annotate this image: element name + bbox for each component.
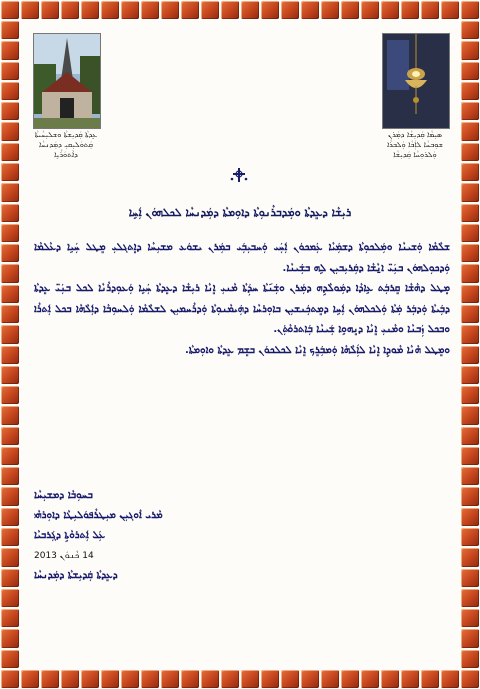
border-brick	[161, 670, 179, 688]
border-brick	[341, 1, 359, 19]
border-brick	[401, 670, 419, 688]
border-brick	[101, 670, 119, 688]
border-brick	[441, 1, 459, 19]
border-brick	[401, 1, 419, 19]
border-brick	[461, 467, 479, 485]
border-brick	[1, 569, 19, 587]
border-brick	[1, 508, 19, 526]
border-brick	[221, 670, 239, 688]
closing-greeting: ܒܚܘܼܒܵܐ ܕܡܫܝܼܚܵܐ	[34, 490, 93, 501]
border-brick	[261, 670, 279, 688]
border-brick	[461, 569, 479, 587]
border-brick	[461, 528, 479, 546]
border-brick	[1, 41, 19, 59]
border-brick	[421, 1, 439, 19]
letter-paragraph: ܘܡܸܛܠ ܗܵܢܵܐ ܡܵܘܕܹܐ ܐܸܢܵܐ ܠܐܲܠܵܗܵܐ ܘܲܡܒܲܪܸܟ ܐܸܢܵܐ ܠܟܠܟܘܿܢ ܒܫܸܡ ܥܸܕܬܵܐ ܘܐܘܼܡܬܵܐ.	[184, 344, 450, 356]
border-brick	[1, 102, 19, 120]
border-brick	[1, 224, 19, 242]
border-brick	[461, 447, 479, 465]
hanging-lamp-photo	[382, 33, 450, 129]
border-brick	[421, 670, 439, 688]
border-brick	[461, 346, 479, 364]
border-brick	[1, 670, 19, 688]
border-brick	[1, 467, 19, 485]
border-brick	[1, 325, 19, 343]
border-brick	[201, 670, 219, 688]
border-brick	[461, 325, 479, 343]
signature-footer: ܕܥܸܕܬܵܐ ܩܲܕܝܼܫܬܵܐ ܕܡܲܕܢܚܵܐ	[34, 570, 118, 581]
signature-block	[34, 486, 334, 586]
border-brick	[461, 427, 479, 445]
border-brick	[1, 183, 19, 201]
border-brick	[461, 386, 479, 404]
border-brick	[381, 1, 399, 19]
border-brick	[461, 122, 479, 140]
border-brick	[1, 264, 19, 282]
border-brick	[461, 62, 479, 80]
border-brick	[461, 21, 479, 39]
border-brick	[1, 406, 19, 424]
border-brick	[121, 670, 139, 688]
church-caption-line: ܕܐܵܬܘܿܪܵܝܹܐ	[54, 150, 78, 159]
letter-body	[34, 238, 450, 361]
signature-role: ܥܲܠ ܐܲܬܪܘܵܬܹܐ ܕܓܲܪܒܝܵܐ	[34, 530, 106, 541]
border-brick	[461, 285, 479, 303]
border-brick	[1, 589, 19, 607]
border-brick	[1, 346, 19, 364]
date-year: 2013	[34, 551, 57, 561]
decorative-border-right	[460, 20, 480, 669]
border-brick	[1, 244, 19, 262]
letter-date	[34, 546, 334, 566]
border-brick	[461, 204, 479, 222]
decorative-border-left	[0, 20, 20, 669]
border-brick	[1, 204, 19, 222]
border-brick	[1, 122, 19, 140]
border-brick	[361, 1, 379, 19]
border-brick	[1, 548, 19, 566]
lamp-caption-line: ܫܘܼܒܚܵܐ ܠܐܲܒܵܐ ܘܲܠܒܪܵܐ	[387, 140, 443, 149]
border-brick	[1, 285, 19, 303]
border-brick	[241, 1, 259, 19]
date-day: 14	[82, 551, 94, 561]
border-brick	[1, 163, 19, 181]
letter-paragraph: ܡܸܛܠ ܕܗܵܫܵܐ ܩܸܪܒܲܬ ܥܹܐܕܵܐ ܕܡܲܘܠܵܕܹܗ ܕܡܲܪܢ ܘܫܲܢ݇ܬܵܐ ܚܕܲܬܵܐ ܡܵܢܝܼ ܐܸܢܵܐ ܪܝܼܫܵܐ ܕܥܸܕܬܵܐ ܚܲܝܹܐ ܘܲܥܘܼܕܪܵܢܵܐ ܠܟܠ ܒܢܲܝ̈ ܥܸܕܬܵܐ ܕܒܲܝܬܵܐ ܘܲܕܒܲܪ ܡܲܬܵܐ ܘܲܠܟܠܗܘܿܢ ܐܲܚܹܐ ܕܡܸܬܟܲܢܫܝܼܢ ܒܐܘܼܪܚܵܐ ܕܗܲܝܡܵܢܘܼܬܵܐ ܘܲܕܪܵܚܡܝܼܢ ܠܫܠܵܡܵܐ ܘܲܠܚܘܼܒܵܐ ܕܐܲܠܵܗܵܐ ܒܟܠ ܐܲܬܪܵܐ ܘܒܟܠ ܙܲܒܢܵܐ ܘܡܵܢܝܼ ܐܸܢܵܐ ܕܢܸܗܘܹܐ ܫܲܝܢܵܐ ܒܲܐܬܪܘܵܬܲܢ.	[34, 283, 450, 335]
church-caption-line: ܥܸܕܬܵܐ ܩܲܕܝܼܫܬܵܐ ܘܫܠܝܼܚܵܝܬܵܐ	[34, 130, 98, 139]
church-caption	[26, 130, 106, 160]
border-brick	[1, 447, 19, 465]
church-caption-line: ܩܲܬܘܿܠܝܼܩܝܼ ܕܡܲܕܢܚܵܐ	[39, 140, 93, 149]
signature-name: ܡܵܪܝ ܐܵܘܓܝܼܢ ܡܝܼܛܪܵܦܘܿܠܝܼܛܵܐ ܕܐܘܼܪܗܵܝ	[34, 510, 163, 521]
border-brick	[461, 163, 479, 181]
border-brick	[241, 670, 259, 688]
border-brick	[461, 508, 479, 526]
border-brick	[1, 650, 19, 668]
border-brick	[1, 528, 19, 546]
border-brick	[141, 670, 159, 688]
border-brick	[461, 82, 479, 100]
border-brick	[1, 609, 19, 627]
border-brick	[461, 609, 479, 627]
border-brick	[181, 1, 199, 19]
letter-paragraph: ܫܠܵܡܵܐ ܘܲܫܝܢܵܐ ܘܡܲܠܟܘܼܬܵܐ ܕܫܡܲܝܵܐ ܥܲܡܟܘܿܢ ܐܲܚܲܝ ܘܲܚܒܝܼܒܲܝ ܒܡܲܪܢ ܝܫܘܿܥ ܡܫܝܼܚܵܐ ܕܐܸܬܓܠܝܼ ܡܸܛܠ ܚܲܝܹܐ ܕܥܵܠܡܵܐ ܘܲܕܟܘܼܠܗܘܿܢ ܒܢܲܝ̈ ܐ̱ܢܵܫܵܐ ܕܩܲܪܝܼܒܝܼܢ ܠܹܗ ܒܫܲܝܢܵܐ.	[34, 242, 450, 274]
border-brick	[441, 670, 459, 688]
border-brick	[361, 670, 379, 688]
border-brick	[301, 1, 319, 19]
border-brick	[321, 670, 339, 688]
border-brick	[461, 1, 479, 19]
border-brick	[1, 366, 19, 384]
border-brick	[461, 244, 479, 262]
church-photo	[33, 33, 101, 129]
border-brick	[81, 670, 99, 688]
border-brick	[461, 143, 479, 161]
border-brick	[61, 1, 79, 19]
border-brick	[461, 548, 479, 566]
border-brick	[461, 650, 479, 668]
cross-emblem-icon	[228, 166, 250, 184]
decorative-border-top	[0, 0, 480, 20]
border-brick	[1, 305, 19, 323]
border-brick	[461, 670, 479, 688]
border-brick	[1, 386, 19, 404]
letter-title: ܪܝܼܫܵܐ ܕܥܸܕܬܵܐ ܘܡܲܕܒܪܵܢܘܼܬܵܐ ܕܐܘܼܡܬܵܐ ܕܡܲܕܢܚܵܐ ܠܟܠܗܘܿܢ ܐܲܚܹܐ	[128, 206, 352, 219]
border-brick	[1, 82, 19, 100]
border-brick	[61, 670, 79, 688]
border-brick	[461, 305, 479, 323]
border-brick	[221, 1, 239, 19]
border-brick	[461, 487, 479, 505]
border-brick	[461, 183, 479, 201]
border-brick	[41, 670, 59, 688]
border-brick	[161, 1, 179, 19]
border-brick	[21, 670, 39, 688]
border-brick	[461, 406, 479, 424]
border-brick	[21, 1, 39, 19]
border-brick	[461, 629, 479, 647]
border-brick	[461, 589, 479, 607]
border-brick	[461, 224, 479, 242]
decorative-border-bottom	[0, 669, 480, 689]
border-brick	[461, 366, 479, 384]
border-brick	[461, 41, 479, 59]
lamp-caption	[372, 130, 458, 160]
border-brick	[81, 1, 99, 19]
border-brick	[121, 1, 139, 19]
lamp-caption-line: ܣܝܼܡܵܐ ܩܲܕܝܼܫܵܐ ܕܡܲܪܢ	[387, 130, 442, 139]
border-brick	[461, 264, 479, 282]
border-brick	[1, 427, 19, 445]
border-brick	[1, 21, 19, 39]
border-brick	[181, 670, 199, 688]
date-month: ܟܵܢܘܿܢ	[59, 551, 80, 561]
border-brick	[341, 670, 359, 688]
border-brick	[41, 1, 59, 19]
border-brick	[281, 670, 299, 688]
border-brick	[1, 487, 19, 505]
border-brick	[201, 1, 219, 19]
border-brick	[381, 670, 399, 688]
border-brick	[321, 1, 339, 19]
border-brick	[261, 1, 279, 19]
border-brick	[281, 1, 299, 19]
border-brick	[101, 1, 119, 19]
lamp-caption-line: ܘܲܠܪܘܼܚܵܐ ܩܲܕܝܼܫܵܐ	[393, 150, 437, 159]
border-brick	[301, 670, 319, 688]
border-brick	[1, 629, 19, 647]
border-brick	[461, 102, 479, 120]
border-brick	[1, 143, 19, 161]
border-brick	[1, 62, 19, 80]
border-brick	[141, 1, 159, 19]
border-brick	[1, 1, 19, 19]
